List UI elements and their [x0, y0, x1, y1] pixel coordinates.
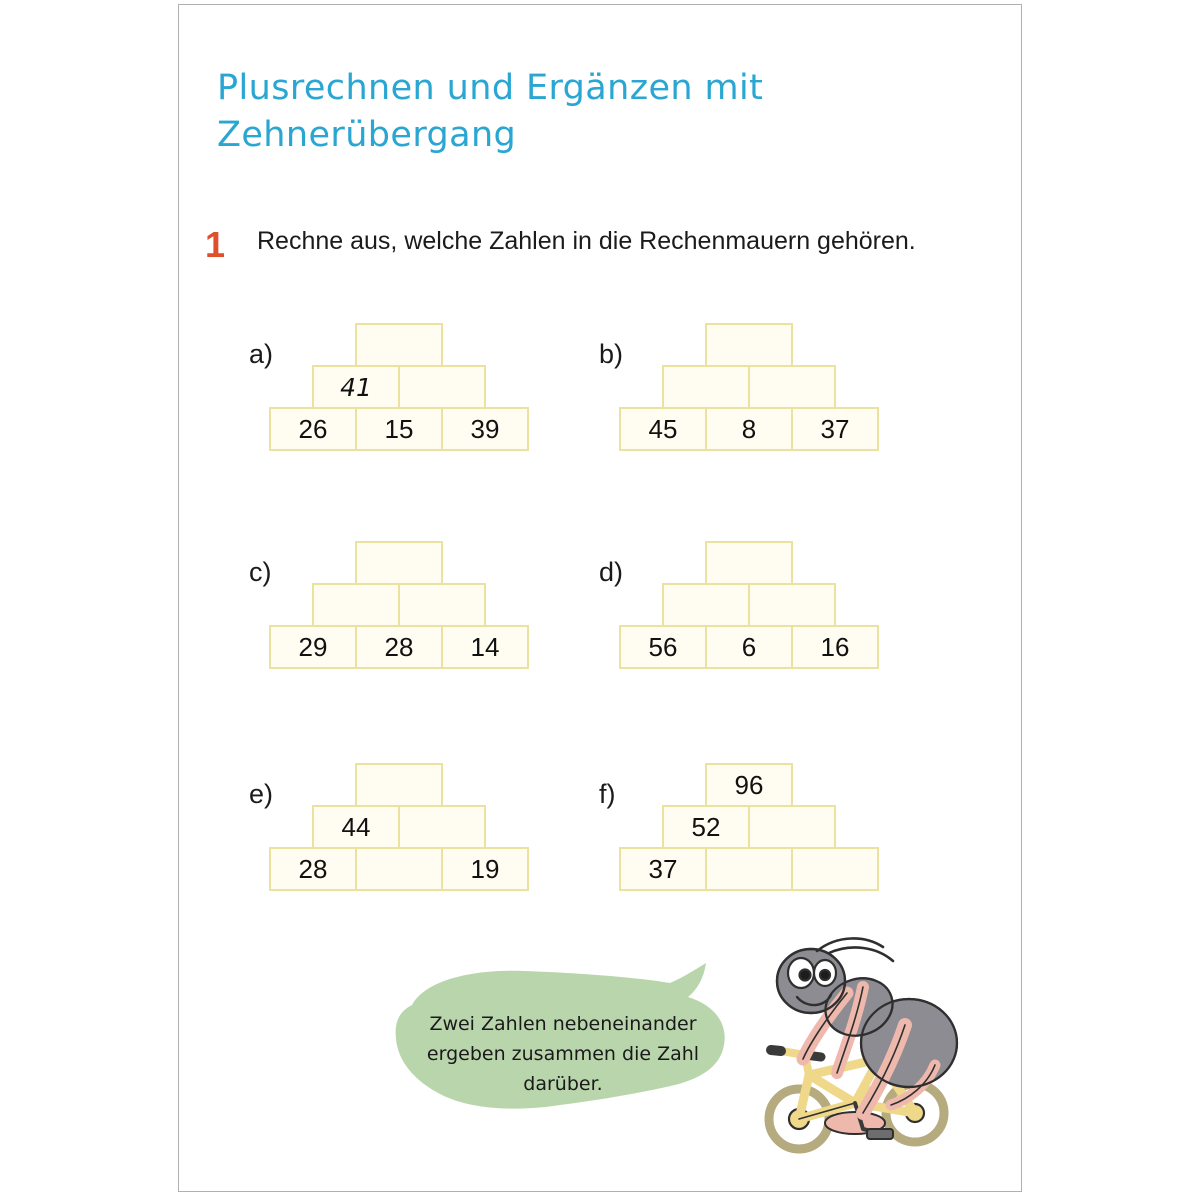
brick-a-bottom-0[interactable]: 26 — [269, 407, 357, 451]
brick-d-middle-1[interactable] — [748, 583, 836, 627]
brick-e-bottom-2[interactable]: 19 — [441, 847, 529, 891]
pyramid-label-b: b) — [599, 339, 624, 369]
pyramid-f-row-middle — [617, 805, 881, 849]
brick-e-middle-1[interactable] — [398, 805, 486, 849]
pyramid-d-row-bottom — [617, 625, 881, 669]
pyramid-label-e: e) — [249, 779, 274, 809]
brick-f-middle-1[interactable] — [748, 805, 836, 849]
brick-a-bottom-2[interactable]: 39 — [441, 407, 529, 451]
pyramid-d — [599, 543, 969, 703]
pyramid-wall-c — [267, 543, 531, 669]
brick-d-top-0[interactable] — [705, 541, 793, 585]
task-1 — [205, 223, 995, 265]
brick-f-bottom-2[interactable] — [791, 847, 879, 891]
pyramid-b-row-bottom — [617, 407, 881, 451]
brick-d-bottom-2[interactable]: 16 — [791, 625, 879, 669]
brick-f-top-0[interactable]: 96 — [705, 763, 793, 807]
title-line-1: Plusrechnen und Ergänzen mit — [217, 68, 764, 108]
brick-e-middle-0[interactable]: 44 — [312, 805, 400, 849]
pyramid-label-c: c) — [249, 557, 272, 587]
pyramid-c-row-bottom — [267, 625, 531, 669]
title-line-2: Zehnerübergang — [217, 115, 517, 155]
pyramid-label-f: f) — [599, 779, 616, 809]
pyramid-a-row-top — [267, 323, 531, 367]
brick-b-middle-1[interactable] — [748, 365, 836, 409]
pyramid-b — [599, 325, 969, 485]
pyramid-wall-d — [617, 543, 881, 669]
brick-a-bottom-1[interactable]: 15 — [355, 407, 443, 451]
brick-a-middle-0[interactable]: 41 — [312, 365, 400, 409]
brick-b-top-0[interactable] — [705, 323, 793, 367]
page-title — [217, 65, 917, 159]
pyramid-wall-a — [267, 325, 531, 451]
brick-d-bottom-1[interactable]: 6 — [705, 625, 793, 669]
pyramid-a — [249, 325, 619, 485]
pyramid-d-row-middle — [617, 583, 881, 627]
brick-b-bottom-2[interactable]: 37 — [791, 407, 879, 451]
brick-c-middle-1[interactable] — [398, 583, 486, 627]
pyramid-f-row-bottom — [617, 847, 881, 891]
pyramid-wall-f — [617, 765, 881, 891]
brick-f-bottom-0[interactable]: 37 — [619, 847, 707, 891]
pyramid-wall-b — [617, 325, 881, 451]
brick-a-top-0[interactable] — [355, 323, 443, 367]
brick-c-bottom-1[interactable]: 28 — [355, 625, 443, 669]
pyramid-d-row-top — [617, 541, 881, 585]
brick-c-top-0[interactable] — [355, 541, 443, 585]
pyramid-a-row-bottom — [267, 407, 531, 451]
brick-d-bottom-0[interactable]: 56 — [619, 625, 707, 669]
brick-e-top-0[interactable] — [355, 763, 443, 807]
brick-f-bottom-1[interactable] — [705, 847, 793, 891]
ant-bicycle-drawing — [759, 933, 969, 1165]
brick-e-bottom-1[interactable] — [355, 847, 443, 891]
task-instruction: Rechne aus, welche Zahlen in die Rechenmauern gehören. — [257, 227, 916, 255]
pyramid-grid — [179, 325, 1022, 925]
pyramid-a-row-middle — [267, 365, 531, 409]
brick-b-bottom-1[interactable]: 8 — [705, 407, 793, 451]
brick-c-middle-0[interactable] — [312, 583, 400, 627]
pyramid-label-d: d) — [599, 557, 624, 587]
pyramid-label-a: a) — [249, 339, 274, 369]
brick-e-bottom-0[interactable]: 28 — [269, 847, 357, 891]
brick-b-middle-0[interactable] — [662, 365, 750, 409]
ant-on-bicycle-illustration — [759, 933, 969, 1165]
pyramid-f — [599, 765, 969, 925]
pyramid-c-row-middle — [267, 583, 531, 627]
brick-d-middle-0[interactable] — [662, 583, 750, 627]
pyramid-e-row-bottom — [267, 847, 531, 891]
pyramid-f-row-top — [617, 763, 881, 807]
hint-text: Zwei Zahlen nebeneinander ergeben zusammen die Zahl darüber. — [426, 1013, 700, 1095]
hint-speech-bubble — [384, 957, 742, 1122]
brick-b-bottom-0[interactable]: 45 — [619, 407, 707, 451]
pyramid-e-row-middle — [267, 805, 531, 849]
brick-a-middle-1[interactable] — [398, 365, 486, 409]
task-number: 1 — [205, 224, 226, 265]
brick-c-bottom-2[interactable]: 14 — [441, 625, 529, 669]
pyramid-wall-e — [267, 765, 531, 891]
pyramid-c-row-top — [267, 541, 531, 585]
worksheet-page — [178, 4, 1022, 1192]
pyramid-b-row-middle — [617, 365, 881, 409]
pyramid-e — [249, 765, 619, 925]
brick-c-bottom-0[interactable]: 29 — [269, 625, 357, 669]
pyramid-e-row-top — [267, 763, 531, 807]
pyramid-c — [249, 543, 619, 703]
brick-f-middle-0[interactable]: 52 — [662, 805, 750, 849]
pyramid-b-row-top — [617, 323, 881, 367]
